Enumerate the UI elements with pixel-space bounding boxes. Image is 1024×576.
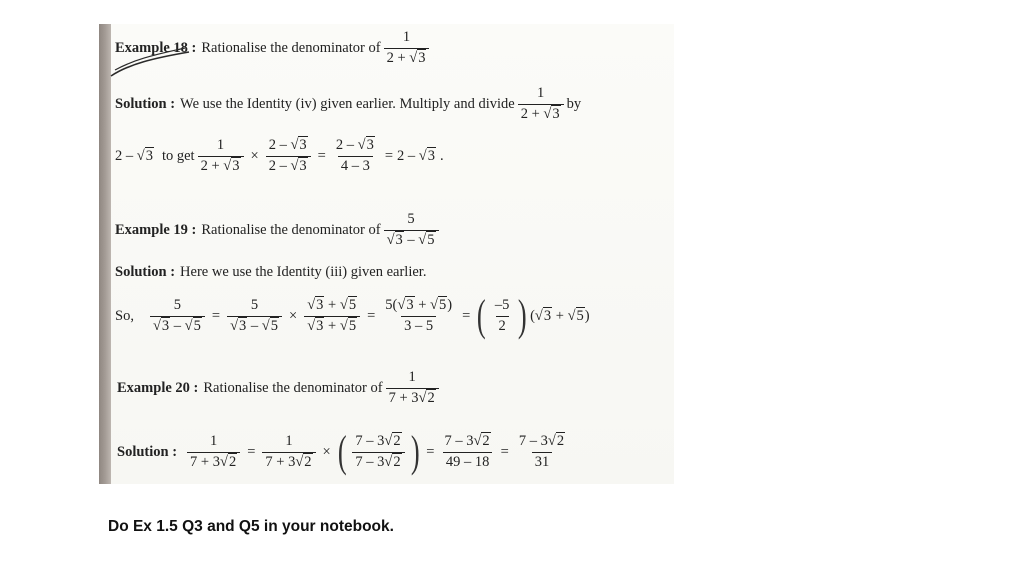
solution-18-by: by (566, 95, 582, 112)
example-19-label: Example 19 : (115, 221, 197, 238)
eq20-fraction-3: $\frac{7 - 3√ 2}{7 - 3√ 2}$ (352, 434, 404, 471)
solution-18-line (115, 86, 581, 123)
solution-19-label: Solution : (115, 264, 176, 280)
eq19-fraction-3: √ 3 + √ 5 √ 3 + √ 5 (304, 298, 360, 335)
pen-scribble-mark (99, 24, 219, 84)
example-20-line (117, 370, 442, 407)
example-20-fraction: $\frac{1}{7 + 3√ 2}$ (386, 370, 439, 407)
example-20-text: Rationalise the denominator of (203, 379, 383, 396)
eq19-fraction-2: 5 √ 3 – √ 5 (227, 298, 282, 335)
eq18-fraction-3: $\frac{2 - √ 3}{4 - 3}$ (333, 138, 378, 175)
solution-19-text: Here we use the Identity (iii) given earlier. (180, 264, 427, 280)
equation-18: 2 – √ 3 to get $\frac{1}{2 + √ 3}$ × $\frac{2 - √ 3}{2 - √ 3}$ = $\frac{2 - √ 3}{4 - 3}$ = 2 – √ 3 . (115, 138, 444, 175)
eq20-fraction-4: $\frac{7 - 3√ 2}{49 - 18}$ (441, 434, 493, 471)
equation-19: So, 5 √ 3 – √ 5 = 5 √ 3 – √ 5 × √ 3 + √ 5 √ 3 + √ 5 = $\frac{5(√ 3 + √ 5)}{3 - 5}$ = ( $\frac{-5}{2}$ ) ( √ 3 + √ 5 ) (115, 294, 590, 338)
eq19-fraction-1: 5 √ 3 – √ 5 (150, 298, 205, 335)
example-19-fraction: 5 √ 3 – √ 5 (384, 212, 439, 249)
page-binding-edge (99, 24, 111, 484)
eq20-fraction-2: $\frac{1}{7 + 3√ 2}$ (262, 434, 315, 471)
example-19-line (115, 212, 442, 249)
example-19-text: Rationalise the denominator of (201, 221, 381, 238)
solution-18-fraction: $\frac{1}{2 + √ 3}$ (518, 86, 564, 123)
example-20-label: Example 20 : (117, 379, 199, 396)
eq20-fraction-1: $\frac{1}{7 + 3√ 2}$ (187, 434, 240, 471)
eq20-fraction-5: $\frac{7 - 3√ 2}{31}$ (516, 434, 568, 471)
homework-instruction: Do Ex 1.5 Q3 and Q5 in your notebook. (108, 518, 394, 535)
eq19-fraction-4: $\frac{5(√ 3 + √ 5)}{3 - 5}$ (382, 298, 455, 335)
eq18-fraction-2: $\frac{2 - √ 3}{2 - √ 3}$ (266, 138, 311, 175)
eq19-fraction-5: $\frac{-5}{2}$ (494, 296, 510, 334)
eq18-fraction-1: $\frac{1}{2 + √ 3}$ (198, 138, 244, 175)
solution-20-label: Solution : (117, 443, 178, 460)
solution-19-line (115, 264, 426, 281)
scanned-page-image (99, 24, 674, 484)
example-18-fraction: $\frac{1}{2 + √ 3}$ (384, 30, 430, 67)
example-18-label: Example 18 : (115, 39, 197, 56)
solution-18-label: Solution : (115, 95, 176, 112)
solution-18-text: We use the Identity (iv) given earlier. Multiply and divide (180, 95, 515, 112)
example-18-text: Rationalise the denominator of (201, 39, 381, 56)
solution-20-line: Solution : $\frac{1}{7 + 3√ 2}$ = $\frac{1}{7 + 3√ 2}$ × ( $\frac{7 - 3√ 2}{7 - 3√ 2}$ ) = $\frac{7 - 3√ 2}{49 - 18}$ = $\frac{7 - 3√ 2}{31}$ (117, 430, 571, 474)
